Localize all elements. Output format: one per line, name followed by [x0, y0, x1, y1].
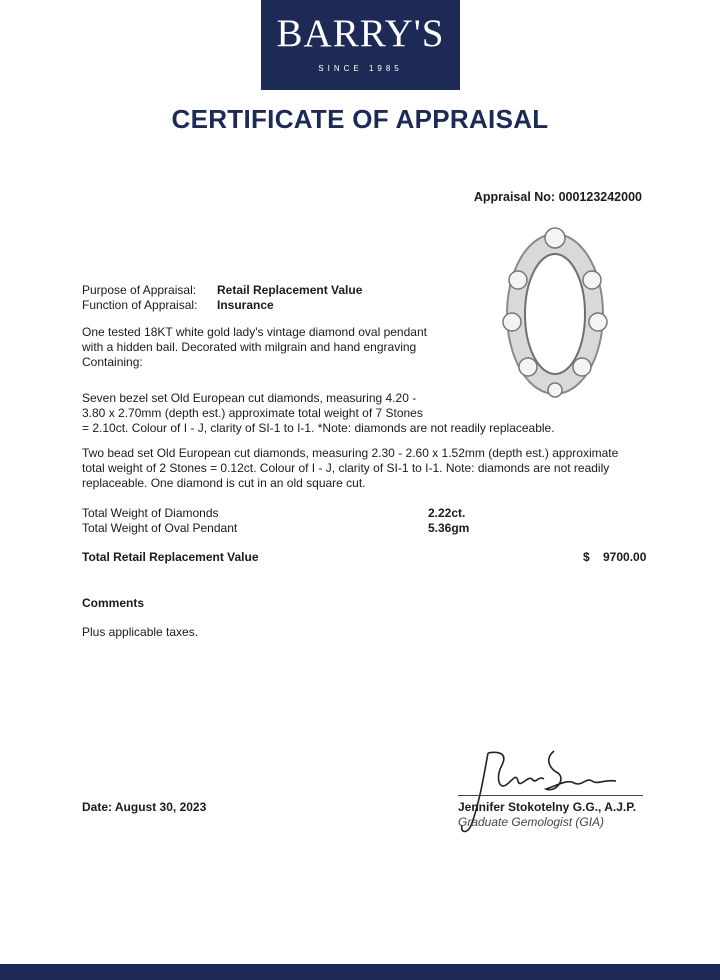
diamond-weight-value: 2.22ct.	[428, 506, 466, 520]
diamond-weight-label: Total Weight of Diamonds	[82, 506, 219, 520]
total-amount: 9700.00	[603, 550, 647, 564]
total-value-label: Total Retail Replacement Value	[82, 550, 259, 564]
function-label: Function of Appraisal:	[82, 298, 198, 312]
item-description: One tested 18KT white gold lady's vintage diamond oval pendant with a hidden bail. Decorated with milgrain and hand engraving Containing:	[82, 325, 427, 369]
comments-text: Plus applicable taxes.	[82, 625, 199, 639]
footer-bar	[0, 964, 720, 980]
pendant-weight-label: Total Weight of Oval Pendant	[82, 521, 238, 535]
appraiser-name: Jennifer Stokotelny G.G., A.J.P.	[458, 800, 637, 814]
logo-since: SINCE 1985	[318, 64, 403, 73]
appraisal-date: Date: August 30, 2023	[82, 800, 207, 814]
total-currency: $	[583, 550, 590, 564]
purpose-value: Retail Replacement Value	[217, 283, 363, 297]
logo-name: BARRY'S	[276, 12, 445, 55]
stones-paragraph-2: Two bead set Old European cut diamonds, measuring 2.30 - 2.60 x 1.52mm (depth est.) approximate total weight of 2 Stones = 0.12ct. Colour of I - J, clarity of SI-1 to I-1. Note: diamonds are not readily replaceable. One diamond is cut in an old square cut.	[82, 446, 619, 490]
comments-heading: Comments	[82, 596, 145, 610]
signature-line	[458, 795, 643, 796]
function-value: Insurance	[217, 298, 274, 312]
document-title: CERTIFICATE OF APPRAISAL	[171, 104, 549, 134]
pendant-weight-value: 5.36gm	[428, 521, 470, 535]
purpose-label: Purpose of Appraisal:	[82, 283, 197, 297]
pendant-photo	[500, 222, 610, 402]
stones-paragraph-1: Seven bezel set Old European cut diamonds, measuring 4.20 - 3.80 x 2.70mm (depth est.) approximate total weight of 7 Stones = 2.10ct. Colour of I - J, clarity of SI-1 to I-1. *Note: diamonds are not readily replaceable.	[82, 391, 555, 435]
appraiser-title: Graduate Gemologist (GIA)	[458, 815, 605, 829]
appraisal-number: Appraisal No: 000123242000	[473, 190, 642, 204]
brand-logo	[261, 0, 460, 90]
